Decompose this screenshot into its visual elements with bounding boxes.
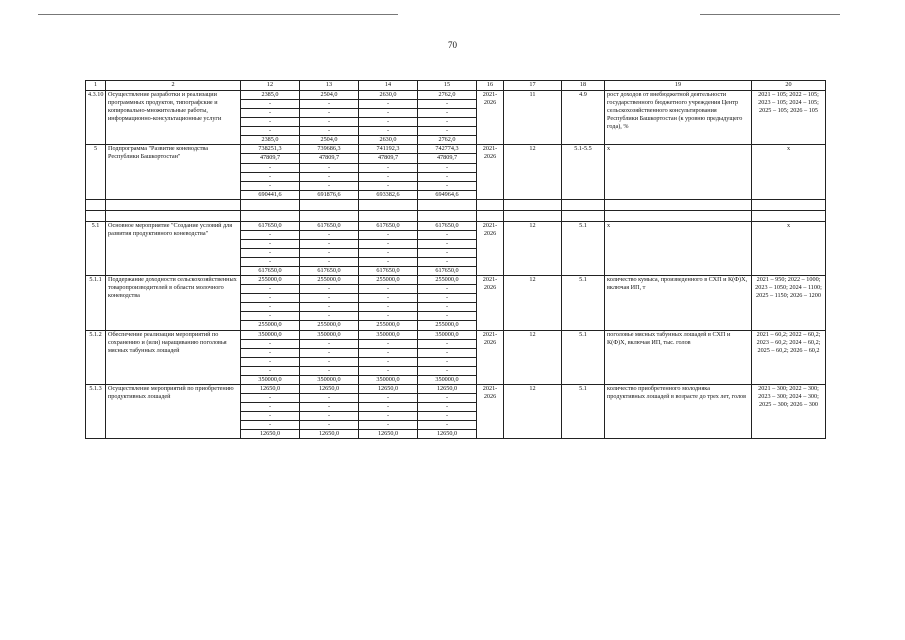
value-cell: -	[300, 294, 359, 303]
value-cell: 617650,0	[359, 221, 418, 230]
code-cell: 5.1	[86, 221, 106, 275]
blank-cell	[562, 199, 605, 210]
blank-cell	[359, 199, 418, 210]
value-cell: -	[359, 366, 418, 375]
value-cell: 12650,0	[241, 384, 300, 393]
target-cell: 2021 – 950; 2022 – 1000; 2023 – 1050; 2024 – 1100; 2025 – 1150; 2026 – 1200	[752, 276, 826, 330]
target-cell: 2021 – 300; 2022 – 300; 2023 – 300; 2024 – 300; 2025 – 300; 2026 – 300	[752, 384, 826, 438]
value-cell: 255000,0	[359, 321, 418, 330]
target-cell: х	[752, 145, 826, 199]
value-cell: -	[418, 412, 477, 421]
value-cell: 350000,0	[241, 375, 300, 384]
value-cell: 617650,0	[300, 267, 359, 276]
value-cell: -	[241, 393, 300, 402]
blank-row	[86, 210, 826, 221]
value-cell: 12650,0	[300, 384, 359, 393]
value-cell: -	[359, 303, 418, 312]
value-cell: -	[359, 239, 418, 248]
value-cell: 350000,0	[359, 330, 418, 339]
value-cell: 690441,6	[241, 190, 300, 199]
value-cell: 741192,3	[359, 145, 418, 154]
value-cell: -	[300, 366, 359, 375]
col17-cell: 12	[504, 330, 562, 384]
value-cell: 12650,0	[359, 430, 418, 439]
value-cell: 255000,0	[300, 321, 359, 330]
target-cell: 2021 – 60,2; 2022 – 60,2; 2023 – 60,2; 2024 – 60,2; 2025 – 60,2; 2026 – 60,2	[752, 330, 826, 384]
period-cell: 2021-2026	[477, 276, 504, 330]
blank-cell	[477, 210, 504, 221]
blank-cell	[504, 210, 562, 221]
value-cell: -	[300, 239, 359, 248]
value-cell: -	[418, 172, 477, 181]
blank-cell	[300, 199, 359, 210]
col17-cell: 12	[504, 384, 562, 438]
blank-cell	[86, 210, 106, 221]
value-cell: -	[359, 172, 418, 181]
value-cell: -	[241, 109, 300, 118]
value-cell: 255000,0	[241, 321, 300, 330]
value-cell: 691876,6	[300, 190, 359, 199]
value-cell: -	[418, 393, 477, 402]
value-cell: -	[418, 312, 477, 321]
value-cell: -	[359, 339, 418, 348]
value-cell: 255000,0	[300, 276, 359, 285]
value-cell: -	[418, 100, 477, 109]
indicator-cell: х	[605, 145, 752, 199]
value-cell: -	[300, 118, 359, 127]
name-cell: Подпрограмма "Развитие коневодства Республики Башкортостан"	[106, 145, 241, 199]
value-cell: 739686,3	[300, 145, 359, 154]
code-cell: 5.1.3	[86, 384, 106, 438]
value-cell: -	[359, 421, 418, 430]
header-cell: 20	[752, 81, 826, 91]
value-cell: 2504,0	[300, 136, 359, 145]
value-cell: -	[241, 412, 300, 421]
indicator-cell: количество кумыса, произведенного в СХП и К(Ф)Х, включая ИП, т	[605, 276, 752, 330]
value-cell: -	[241, 348, 300, 357]
blank-row	[86, 199, 826, 210]
value-cell: -	[300, 230, 359, 239]
value-cell: -	[418, 285, 477, 294]
col17-cell: 12	[504, 221, 562, 275]
name-cell: Поддержание доходности сельскохозяйственных товаропроизводителей в области молочного коневодства	[106, 276, 241, 330]
value-cell: 617650,0	[418, 267, 477, 276]
table-row	[86, 145, 826, 154]
value-cell: -	[418, 339, 477, 348]
indicator-cell: рост доходов от внебюджетной деятельности государственного бюджетного учреждения Центр сельскохозяйственного консультирования Республики Башкортостан (к уровню предыдущего года), %	[605, 91, 752, 145]
value-cell: -	[418, 230, 477, 239]
value-cell: -	[300, 393, 359, 402]
header-cell: 16	[477, 81, 504, 91]
value-cell: 2504,0	[300, 91, 359, 100]
value-cell: -	[241, 172, 300, 181]
blank-cell	[752, 199, 826, 210]
value-cell: 617650,0	[241, 267, 300, 276]
value-cell: -	[418, 294, 477, 303]
value-cell: -	[418, 181, 477, 190]
table-body	[86, 81, 826, 439]
value-cell: -	[359, 163, 418, 172]
value-cell: -	[241, 163, 300, 172]
value-cell: -	[359, 230, 418, 239]
value-cell: -	[359, 312, 418, 321]
value-cell: -	[241, 357, 300, 366]
table-row	[86, 221, 826, 230]
value-cell: -	[241, 403, 300, 412]
value-cell: -	[241, 285, 300, 294]
budget-table	[85, 80, 826, 439]
value-cell: 12650,0	[359, 384, 418, 393]
value-cell: -	[418, 109, 477, 118]
col18-cell: 4.9	[562, 91, 605, 145]
value-cell: -	[300, 127, 359, 136]
header-cell: 15	[418, 81, 477, 91]
value-cell: 2385,0	[241, 91, 300, 100]
value-cell: -	[359, 348, 418, 357]
value-cell: 350000,0	[359, 375, 418, 384]
value-cell: -	[418, 163, 477, 172]
value-cell: -	[241, 230, 300, 239]
value-cell: -	[359, 100, 418, 109]
value-cell: -	[418, 127, 477, 136]
header-cell: 19	[605, 81, 752, 91]
value-cell: -	[241, 294, 300, 303]
value-cell: 12650,0	[241, 430, 300, 439]
value-cell: -	[418, 303, 477, 312]
value-cell: -	[418, 118, 477, 127]
header-cell: 13	[300, 81, 359, 91]
value-cell: -	[359, 127, 418, 136]
value-cell: 47809,7	[300, 154, 359, 163]
value-cell: -	[359, 258, 418, 267]
table-row	[86, 91, 826, 100]
value-cell: 738251,3	[241, 145, 300, 154]
code-cell: 4.3.10	[86, 91, 106, 145]
header-cell: 17	[504, 81, 562, 91]
table-row	[86, 384, 826, 393]
value-cell: -	[241, 181, 300, 190]
value-cell: -	[418, 348, 477, 357]
value-cell: -	[359, 181, 418, 190]
value-cell: -	[241, 303, 300, 312]
blank-cell	[241, 210, 300, 221]
blank-cell	[752, 210, 826, 221]
blank-cell	[106, 199, 241, 210]
value-cell: -	[359, 357, 418, 366]
value-cell: 2762,0	[418, 91, 477, 100]
value-cell: -	[359, 393, 418, 402]
value-cell: 12650,0	[300, 430, 359, 439]
value-cell: 255000,0	[241, 276, 300, 285]
value-cell: 694964,6	[418, 190, 477, 199]
header-row	[86, 81, 826, 91]
name-cell: Осуществление разработки и реализации программных продуктов, типографские и копировально-множительные работы, информационно-консультационные услуги	[106, 91, 241, 145]
value-cell: -	[418, 239, 477, 248]
period-cell: 2021-2026	[477, 384, 504, 438]
col18-cell: 5.1	[562, 330, 605, 384]
value-cell: -	[241, 100, 300, 109]
header-cell: 2	[106, 81, 241, 91]
value-cell: -	[359, 118, 418, 127]
blank-cell	[605, 199, 752, 210]
blank-cell	[418, 210, 477, 221]
value-cell: 350000,0	[300, 375, 359, 384]
value-cell: -	[241, 339, 300, 348]
value-cell: 2630,0	[359, 91, 418, 100]
value-cell: 350000,0	[418, 375, 477, 384]
table-row	[86, 330, 826, 339]
header-cell: 18	[562, 81, 605, 91]
period-cell: 2021-2026	[477, 221, 504, 275]
value-cell: -	[359, 294, 418, 303]
name-cell: Основное мероприятие "Создание условий для развития продуктивного коневодства"	[106, 221, 241, 275]
value-cell: -	[300, 181, 359, 190]
value-cell: -	[300, 100, 359, 109]
value-cell: 2630,0	[359, 136, 418, 145]
value-cell: 617650,0	[241, 221, 300, 230]
code-cell: 5.1.1	[86, 276, 106, 330]
value-cell: 2385,0	[241, 136, 300, 145]
value-cell: -	[359, 403, 418, 412]
value-cell: -	[300, 172, 359, 181]
value-cell: -	[241, 258, 300, 267]
value-cell: 12650,0	[418, 384, 477, 393]
value-cell: -	[418, 421, 477, 430]
period-cell: 2021-2026	[477, 91, 504, 145]
indicator-cell: количество приобретенного молодняка продуктивных лошадей в возрасте до трех лет, голов	[605, 384, 752, 438]
indicator-cell: поголовье мясных табунных лошадей в СХП и К(Ф)Х, включая ИП, тыс. голов	[605, 330, 752, 384]
blank-cell	[106, 210, 241, 221]
value-cell: -	[300, 258, 359, 267]
value-cell: -	[300, 348, 359, 357]
value-cell: -	[300, 248, 359, 257]
blank-cell	[300, 210, 359, 221]
value-cell: -	[418, 357, 477, 366]
col18-cell: 5.1	[562, 384, 605, 438]
value-cell: 255000,0	[418, 276, 477, 285]
value-cell: -	[359, 248, 418, 257]
period-cell: 2021-2026	[477, 330, 504, 384]
value-cell: -	[300, 109, 359, 118]
blank-cell	[359, 210, 418, 221]
value-cell: -	[359, 109, 418, 118]
value-cell: 617650,0	[359, 267, 418, 276]
value-cell: -	[300, 421, 359, 430]
blank-cell	[241, 199, 300, 210]
blank-cell	[562, 210, 605, 221]
value-cell: -	[241, 239, 300, 248]
value-cell: 2762,0	[418, 136, 477, 145]
value-cell: -	[418, 403, 477, 412]
value-cell: 350000,0	[300, 330, 359, 339]
target-cell: х	[752, 221, 826, 275]
value-cell: 255000,0	[418, 321, 477, 330]
top-right-rule	[700, 14, 840, 15]
period-cell: 2021-2026	[477, 145, 504, 199]
value-cell: -	[300, 357, 359, 366]
value-cell: -	[418, 366, 477, 375]
top-left-rule	[38, 14, 398, 15]
header-cell: 12	[241, 81, 300, 91]
value-cell: -	[300, 312, 359, 321]
value-cell: 47809,7	[241, 154, 300, 163]
name-cell: Обеспечение реализации мероприятий по сохранению и (или) наращиванию поголовья мясных табунных лошадей	[106, 330, 241, 384]
name-cell: Осуществление мероприятий по приобретению продуктивных лошадей	[106, 384, 241, 438]
col18-cell: 5.1	[562, 221, 605, 275]
blank-cell	[418, 199, 477, 210]
col17-cell: 12	[504, 276, 562, 330]
value-cell: 12650,0	[418, 430, 477, 439]
value-cell: -	[359, 412, 418, 421]
value-cell: -	[300, 285, 359, 294]
blank-cell	[477, 199, 504, 210]
value-cell: -	[300, 403, 359, 412]
blank-cell	[86, 199, 106, 210]
value-cell: -	[241, 366, 300, 375]
header-cell: 14	[359, 81, 418, 91]
value-cell: 693382,6	[359, 190, 418, 199]
value-cell: -	[300, 163, 359, 172]
value-cell: 742774,3	[418, 145, 477, 154]
value-cell: -	[241, 312, 300, 321]
header-cell: 1	[86, 81, 106, 91]
value-cell: -	[241, 118, 300, 127]
value-cell: -	[359, 285, 418, 294]
value-cell: -	[300, 303, 359, 312]
value-cell: 350000,0	[241, 330, 300, 339]
table-row	[86, 276, 826, 285]
value-cell: -	[300, 339, 359, 348]
col17-cell: 11	[504, 91, 562, 145]
value-cell: -	[241, 248, 300, 257]
value-cell: -	[241, 421, 300, 430]
value-cell: 47809,7	[418, 154, 477, 163]
col18-cell: 5.1-5.5	[562, 145, 605, 199]
value-cell: 255000,0	[359, 276, 418, 285]
value-cell: -	[300, 412, 359, 421]
indicator-cell: х	[605, 221, 752, 275]
value-cell: 617650,0	[300, 221, 359, 230]
code-cell: 5	[86, 145, 106, 199]
value-cell: -	[241, 127, 300, 136]
blank-cell	[605, 210, 752, 221]
value-cell: 617650,0	[418, 221, 477, 230]
code-cell: 5.1.2	[86, 330, 106, 384]
value-cell: 350000,0	[418, 330, 477, 339]
blank-cell	[504, 199, 562, 210]
col17-cell: 12	[504, 145, 562, 199]
col18-cell: 5.1	[562, 276, 605, 330]
value-cell: 47809,7	[359, 154, 418, 163]
page-number: 70	[448, 40, 457, 50]
value-cell: -	[418, 258, 477, 267]
target-cell: 2021 – 105; 2022 – 105; 2023 – 105; 2024 – 105; 2025 – 105; 2026 – 105	[752, 91, 826, 145]
value-cell: -	[418, 248, 477, 257]
